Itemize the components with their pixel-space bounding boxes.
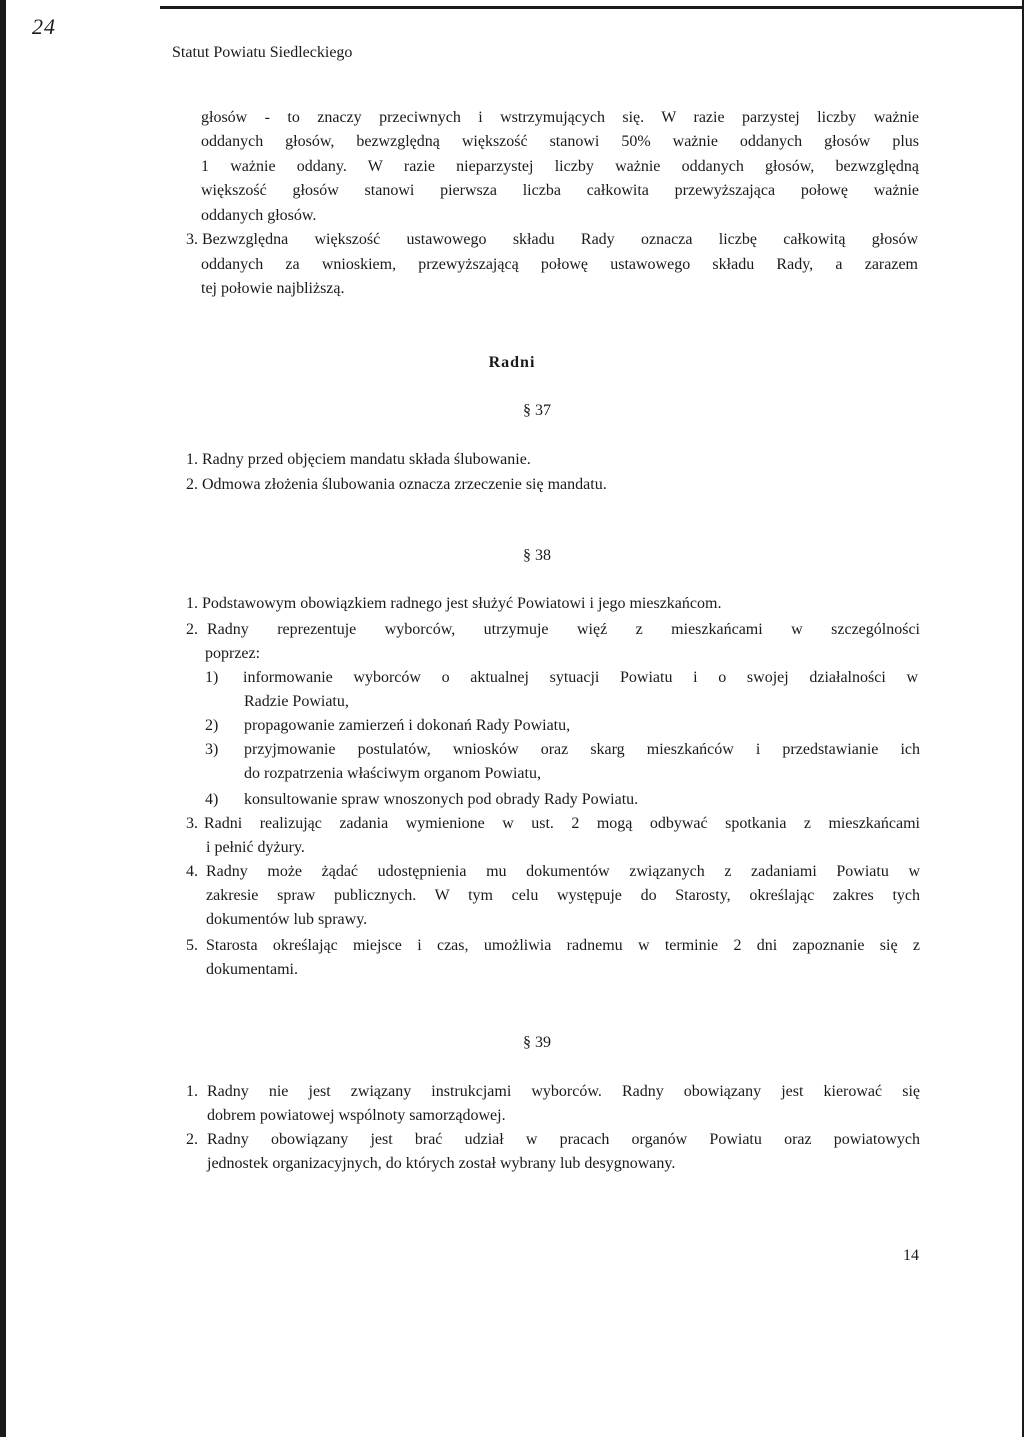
item-line: dokumentów lub sprawy.	[206, 911, 368, 928]
section-title: Radni	[488, 354, 536, 371]
item-line: tej połowie najbliższą.	[201, 280, 345, 297]
intro-line: głosów - to znaczy przeciwnych i wstrzymujących się. W razie parzystej liczby ważnie	[201, 109, 919, 126]
paragraph-sign-39: § 39	[523, 1034, 551, 1051]
item-line: zakresie spraw publicznych. W tym celu występuje do Starosty, określając zakres tych	[206, 887, 920, 904]
subitem-line: przyjmowanie postulatów, wniosków oraz skarg mieszkańców i przedstawianie ich	[244, 741, 920, 758]
handwritten-page-mark: 24	[32, 14, 56, 39]
item-line: Bezwzględna większość ustawowego składu Rady oznacza liczbę całkowitą głosów	[202, 231, 918, 248]
page-number: 14	[903, 1247, 919, 1264]
item-number: 2.	[186, 1131, 198, 1148]
subitem-number: 3)	[205, 741, 219, 758]
item-line: poprzez:	[205, 645, 261, 662]
intro-line: 1 ważnie oddany. W razie nieparzystej liczby ważnie oddanych głosów, bezwzględną	[201, 158, 919, 175]
scan-edge-top	[160, 6, 1024, 9]
item-number: 1.	[186, 1083, 198, 1100]
item-line: Radni realizując zadania wymienione w ust. 2 mogą odbywać spotkania z mieszkańcami	[204, 815, 920, 832]
item-line: i pełnić dyżury.	[206, 839, 305, 856]
item-number: 4.	[186, 863, 198, 880]
subitem-line: Radzie Powiatu,	[244, 693, 349, 710]
item-number: 3.	[186, 231, 198, 248]
subitem-line: do rozpatrzenia właściwym organom Powiatu,	[244, 765, 541, 782]
document-header: Statut Powiatu Siedleckiego	[172, 44, 353, 61]
subitem-number: 1)	[205, 669, 219, 686]
item-number: 2.	[186, 476, 198, 493]
subitem-line: informowanie wyborców o aktualnej sytuacji Powiatu i o swojej działalności w	[243, 669, 918, 686]
item-number: 5.	[186, 937, 198, 954]
item-line: Starosta określając miejsce i czas, umożliwia radnemu w terminie 2 dni zapoznanie się z	[206, 937, 920, 954]
paragraph-sign-37: § 37	[523, 402, 551, 419]
item-line: jednostek organizacyjnych, do których został wybrany lub desygnowany.	[207, 1155, 676, 1172]
item-line: Podstawowym obowiązkiem radnego jest służyć Powiatowi i jego mieszkańcom.	[202, 595, 722, 612]
scan-edge-left	[0, 0, 6, 1437]
item-line: dokumentami.	[206, 961, 298, 978]
item-line: Radny może żądać udostępnienia mu dokumentów związanych z zadaniami Powiatu w	[206, 863, 920, 880]
item-line: oddanych za wnioskiem, przewyższającą połowę ustawowego składu Rady, a zarazem	[201, 256, 918, 273]
item-line: Radny reprezentuje wyborców, utrzymuje więź z mieszkańcami w szczególności	[207, 621, 920, 638]
intro-line: oddanych głosów.	[201, 207, 317, 224]
subitem-line: propagowanie zamierzeń i dokonań Rady Powiatu,	[244, 717, 571, 734]
item-line: Radny nie jest związany instrukcjami wyborców. Radny obowiązany jest kierować się	[207, 1083, 920, 1100]
item-line: dobrem powiatowej wspólnoty samorządowej.	[207, 1107, 506, 1124]
subitem-line: konsultowanie spraw wnoszonych pod obrady Rady Powiatu.	[244, 791, 639, 808]
item-line: Odmowa złożenia ślubowania oznacza zrzeczenie się mandatu.	[202, 476, 607, 493]
item-number: 3.	[186, 815, 198, 832]
item-number: 1.	[186, 451, 198, 468]
item-line: Radny przed objęciem mandatu składa ślubowanie.	[202, 451, 531, 468]
subitem-number: 2)	[205, 717, 219, 734]
paragraph-sign-38: § 38	[523, 547, 551, 564]
intro-line: oddanych głosów, bezwzględną większość stanowi 50% ważnie oddanych głosów plus	[201, 133, 919, 150]
intro-line: większość głosów stanowi pierwsza liczba całkowita przewyższająca połowę ważnie	[201, 182, 919, 199]
subitem-number: 4)	[205, 791, 219, 808]
item-number: 2.	[186, 621, 198, 638]
item-line: Radny obowiązany jest brać udział w pracach organów Powiatu oraz powiatowych	[207, 1131, 920, 1148]
item-number: 1.	[186, 595, 198, 612]
